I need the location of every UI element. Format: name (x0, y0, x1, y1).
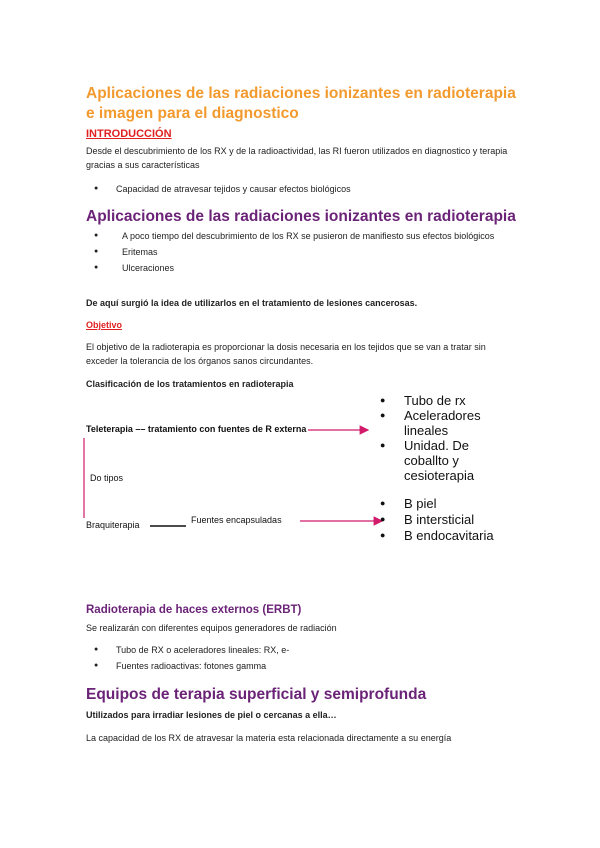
list-item: ● Ulceraciones (86, 261, 516, 275)
list-item: ● Tubo de RX o aceleradores lineales: RX, e- (86, 643, 516, 657)
ebrt-bullets (86, 643, 516, 673)
ebrt-heading: Radioterapia de haces externos (ERBT) (86, 604, 302, 616)
fuentes-encapsuladas-label: Fuentes encapsuladas (191, 515, 282, 525)
clasificacion-heading: Clasificación de los tratamientos en radioterapia (86, 379, 294, 389)
dos-tipos-label: Do tipos (90, 473, 124, 483)
list-item: ● Aceleradores lineales (378, 408, 528, 438)
section2-conclusion: De aquí surgió la idea de utilizarlos en el tratamiento de lesiones cancerosas. (86, 298, 418, 308)
list-item: ● Eritemas (86, 245, 516, 259)
intro-text: Desde el descubrimiento de los RX y de la radioactividad, las RI fueron utilizados en diagnostico y terapia gracias a sus características (86, 146, 508, 170)
list-item: ● B piel (378, 496, 538, 511)
list-item: ● Fuentes radioactivas: fotones gamma (86, 659, 516, 673)
equipos-heading: Equipos de terapia superficial y semiprofunda (86, 686, 427, 703)
intro-heading: INTRODUCCIÓN (86, 128, 172, 140)
objetivo-heading: Objetivo (86, 320, 123, 330)
list-item: ● B endocavitaria (378, 528, 538, 543)
equipos-subtitle: Utilizados para irradiar lesiones de piel o cercanas a ella… (86, 710, 337, 720)
section-heading-radioterapia: Aplicaciones de las radiaciones ionizantes en radioterapia (86, 208, 516, 225)
braquiterapia-label: Braquiterapia (86, 520, 140, 530)
teleterapia-list (378, 393, 528, 483)
braquiterapia-list (378, 496, 538, 543)
teleterapia-label: Teleterapia –– tratamiento con fuentes de R externa (86, 424, 307, 434)
list-item: ● Tubo de rx (378, 393, 528, 408)
ebrt-text: Se realizarán con diferentes equipos generadores de radiación (86, 623, 337, 633)
objetivo-text: El objetivo de la radioterapia es proporcionar la dosis necesaria en los tejidos que se van a tratar sin exceder la tolerancia de los órganos sanos circundantes. (86, 342, 486, 366)
list-item: ● Capacidad de atravesar tejidos y causar efectos biológicos (86, 182, 516, 196)
list-item: ● B intersticial (378, 512, 538, 527)
equipos-text: La capacidad de los RX de atravesar la materia esta relacionada directamente a su energía (86, 733, 452, 743)
page-title: Aplicaciones de las radiaciones ionizantes en radioterapia e imagen para el diagnostico (86, 85, 516, 122)
list-item: ● A poco tiempo del descubrimiento de los RX se pusieron de manifiesto sus efectos biológicos (86, 229, 516, 243)
list-item: ● Unidad. De coballto y cesioterapia (378, 438, 494, 483)
